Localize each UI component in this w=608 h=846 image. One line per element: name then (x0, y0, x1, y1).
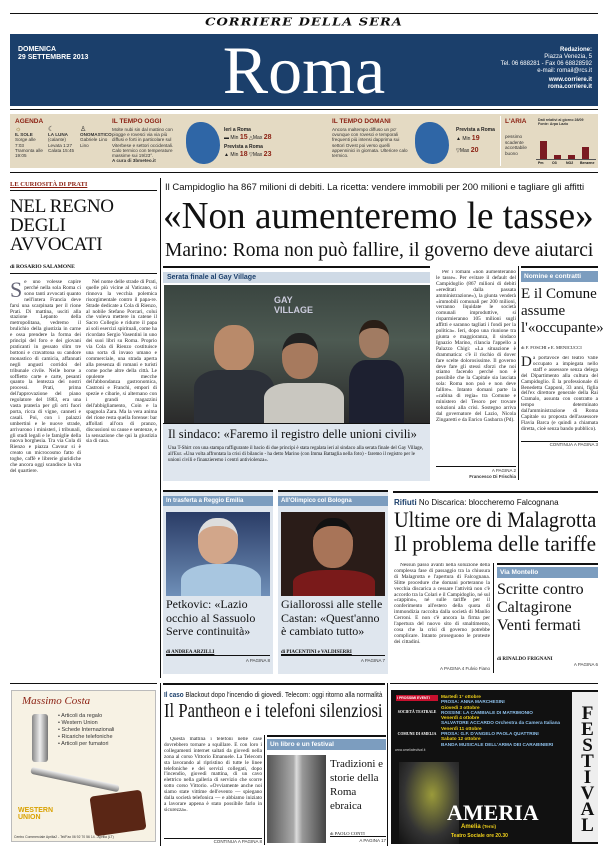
max-label: Max (459, 148, 470, 154)
side-article (521, 266, 604, 447)
photo-caption-text: Una T-Shirt con una stampa raffigurante il bacio di due principi è stata regalata ieri al sindaco alla serata finale del Gay Village, all'Eur. «Una volta affrontata la crisi di bilancio - ha detto Marino (con Imma Battaglia nella foto) - faremo il registro per le unioni civili e finanzieremo i centri antiviolenza». (168, 446, 424, 463)
waste-headline-2: Il problema delle tariffe (394, 531, 597, 556)
page-reference[interactable]: A PAGINA 7 (360, 658, 385, 663)
sport2-label: All'Olimpico col Bologna (278, 496, 388, 506)
side-byline: di F. FOSCHI e E. MENICUCCI (521, 345, 582, 350)
city: Amelia (461, 824, 481, 830)
tomorrow-min: 19 (471, 135, 480, 142)
max-label: Max (252, 152, 263, 158)
event-title: PROSA: ANNA MARCHESINI (441, 699, 505, 705)
event-title: SALVATORE ACCARDO Orchestra da Camera Italiana (441, 720, 561, 726)
yesterday-min: 15 (239, 134, 248, 141)
lazio-map-today (186, 122, 220, 164)
drop-cap: D (521, 356, 532, 370)
air-bar-o3 (554, 155, 561, 159)
pantheon-kicker-text: Blackout dopo l'incendio di giovedì. Telecom: oggi ritorno alla normalità (185, 690, 383, 699)
ad-org-2: COMUNE DI AMELIA (397, 732, 437, 736)
newspaper-masthead: CORRIERE DELLA SERA (205, 16, 403, 29)
waste-kicker (394, 498, 598, 507)
web-link[interactable]: www.corriere.it (548, 77, 592, 83)
pantheon-body: Questa mattina i telefoni nelle case dovrebbero tornare a squillare. E con loro i collegamenti internet saltati da giovedì nella zona al corso Vittorio Emanuele. La Telecom sta lavorando al ripristino di tutte le linee telefoniche e dei servizi collegati, dopo l'incendio, giovedì mattina, di un cavo elettrico nella galleria di servizio che scorre sotto corso Vittorio. «Ovviamente anche noi siamo state vittime dell'evento — spiegano dalla società telefonica — e abbiamo iniziato a lavorare appena è stato possibile farlo in sicurezza». (164, 737, 262, 813)
air-bar-no2 (568, 155, 575, 159)
air-bar-label: O3 (552, 161, 557, 165)
page-title: Roma (222, 32, 386, 108)
max-label: Max (252, 135, 263, 141)
min-label: Min (462, 136, 471, 142)
min-label: Min (230, 135, 239, 141)
min-label: Min (230, 152, 239, 158)
level: scadente (505, 139, 524, 145)
ad-item: Schede Internazionali (61, 727, 115, 733)
drop-cap: S (10, 277, 23, 302)
person-icon: ♙ (80, 126, 87, 133)
moon-text: (calante) Levata 1:27 Calata 15:45 (48, 137, 75, 153)
province: (Terni) (482, 824, 497, 829)
name-day-text: Gabriele Lino Lino (80, 137, 108, 148)
main-headline: «Non aumenteremo le tasse» (163, 195, 594, 237)
waste-kicker-text: No Discarica: bloccheremo Falcognana (418, 498, 559, 507)
ad-item: Western Union (61, 720, 98, 726)
continue-link[interactable]: CONTINUA A PAGINA 3 (521, 441, 598, 447)
ad-ameria-festival[interactable] (391, 690, 598, 844)
page-reference[interactable]: A PAGINA 17 (359, 838, 386, 843)
tomorrow-forecast-label: Prevista a Roma (456, 127, 495, 133)
date: 29 SETTEMBRE 2013 (18, 54, 89, 61)
montello-headline: Scritte contro Caltagirone Venti fermati (497, 581, 584, 634)
level: pessimo (505, 134, 523, 139)
weather-credit: A cura di 3bmeteo.it (112, 158, 156, 163)
forecast-max: 23 (263, 151, 272, 158)
event-date: Venerdì 4 ottobre (441, 715, 480, 721)
ad-items: • Articoli da regalo • Western Union • Schede Internazionali • Ricariche telefoniche • Articoli per fumatori (58, 713, 115, 747)
pantheon-headline: Il Pantheon e i telefoni silenziosi (164, 700, 383, 722)
ad-item: Articoli per fumatori (61, 741, 109, 747)
sport-roma (278, 490, 388, 674)
page-reference[interactable]: A PAGINA 4 Fulvio Fiano (440, 666, 490, 671)
ad-website: www.ameliafestival.it (395, 748, 426, 752)
montello-article (497, 563, 598, 667)
sport1-label: In trasferta a Reggio Emilia (163, 496, 273, 506)
event-title: ROSSINI: LA CAMBIALE DI MATRIMONIO (441, 709, 533, 715)
level: buono (505, 150, 518, 156)
yesterday-label: Ieri a Roma (224, 127, 251, 133)
yesterday-max: 28 (263, 134, 272, 141)
event-date: Giovedì 3 ottobre (441, 704, 480, 710)
continue-link[interactable]: CONTINUA A PAGINA 8 (164, 838, 262, 844)
left-column-1: e uno volesse capire perché nella sola Roma ci sono tanti avvocati quanto nell'intera Francia deve farsi una scarpinata per il rione Prati. Di mattina, usciti alla stazione Lepanto della metropolitana, vedremo il brulichio della giustizia in carne e ossa prendere la forma dei principi del foro e dei giovani praticanti in gessato slim tre bottoni e cravattona su candore monastico di camicia, affannati negli angusti corridoi del tribunale civile. Nelle borse a soffietto carte e carte, pesanti quanto la lentezza dei nostri processi. Prati, prima dell'approvazione del piano regolatore del 1883, era una vasta prateria per gli orti fuori porta, ricca di vigne, canneti e casali. Poi, con i palazzi umbertini e le nuove strade, arrivarono i ministeri, i tribunali, gli studi legali e le famiglie della nuova borghesia. Tra via Cola di Rienzo e piazza Cavour si è creato un microcosmo fatto di toghe, caffè e librerie giuridiche che ancora oggi scandisce la vita del quartiere. (10, 279, 81, 474)
waste-headline (394, 508, 598, 556)
event-date: Martedì 1° ottobre (441, 694, 481, 699)
sun-icon: ☼ (15, 126, 22, 133)
moon-label: LA LUNA (48, 132, 68, 138)
book-byline: di PAOLO CONTI (330, 831, 386, 837)
level: accettabile (505, 145, 527, 150)
header-band (10, 34, 598, 106)
photo-sign: GAY VILLAGE (274, 295, 314, 315)
ad-venue: Teatro Sociale ore 20.30 (451, 833, 508, 839)
weather-tomorrow-text: Ancora maltempo diffuso un po' ovunque con rovesci e temporali frequenti più intensi dapprima sui settori Ovest poi verso quelli appenninici in giornata. Ulteriore calo termico. (332, 127, 408, 159)
ad-item: Articoli da regalo (61, 713, 103, 719)
sun-label: IL SOLE (15, 132, 33, 138)
event-date: Sabato 12 ottobre (441, 736, 481, 742)
book-article (267, 735, 386, 843)
waste-body: Nessun passo avanti nella soluzione della complessa fase di passaggio tra la chiusura di Malagrotta e l'apertura di Falcognana. Slitte procedure che domani porteranno la vecchia discarica a cessare l'attività non c'è accordo tra la Colari e il Campidoglio, né sul «cappino», né sulle tariffe per il conferimento all'estero della quota di immondizia raccolta dalla società di Manlio Cerroni. E non c'è ancora la firma per l'apertura del nuovo sito di smaltimento, cosa che la crisi di governo potrebbe complicare. Intanto proseguono le proteste dei cittadini. (394, 563, 490, 645)
festival-vertical-text: FESTIVAL (572, 692, 598, 842)
petkovic-photo (166, 512, 270, 596)
western-union-logo: WESTERN UNION (18, 807, 53, 821)
ad-org-1: SOCIETÀ TEATRALE (397, 710, 437, 714)
moon-icon: ☾ (48, 126, 55, 133)
gay-village-photo (164, 285, 430, 423)
sport2-byline: di PIACENTINI e VALDISERRI (281, 650, 385, 656)
forecast-label: Prevista a Roma (224, 144, 263, 150)
montello-label: Via Montello (497, 567, 598, 578)
ghetto-street-photo (267, 755, 326, 843)
air-bar-label: NO2 (566, 161, 574, 165)
sport1-headline: Petkovic: «Lazio occhio al Sassuolo Serve continuità» (166, 597, 256, 638)
photo-label: Serata finale al Gay Village (163, 272, 430, 283)
name-day-label: ONOMASTICO (80, 132, 112, 138)
sport1-byline: di ANDREA ARZILLI (166, 650, 270, 656)
left-byline: di ROSARIO SALAMONE (10, 264, 75, 270)
ad-location (461, 824, 496, 830)
festival-name: AMERIA (447, 800, 539, 825)
ad-massimo-costa[interactable] (11, 690, 156, 842)
web-link-roma[interactable]: roma.corriere.it (547, 84, 592, 90)
day: DOMENICA (18, 46, 57, 53)
page-reference[interactable]: A PAGINA 6 (573, 662, 598, 667)
waste-headline-1: Ultime ore di Malagrotta (394, 507, 597, 532)
address: Piazza Venezia, 5 (544, 54, 592, 60)
montello-byline: di RINALDO FRIGNANI (497, 657, 553, 662)
weather-tomorrow-title: IL TEMPO DOMANI (332, 118, 391, 125)
air-quality-chart (536, 134, 596, 165)
pen-icon (30, 767, 119, 793)
ad-footer: Centro Commerciale Aprilia2 - Tel/Fax 06 92 70 56 14 - Aprilia (LT) (14, 835, 114, 839)
sport2-headline: Giallorossi alle stelle Castan: «Quest'anno è cambiato tutto» (281, 597, 383, 638)
side-headline: E il Comune assume l'«occupante» (521, 286, 604, 336)
air-levels (505, 134, 527, 156)
book-headline: Tradizioni e storie della Roma ebraica (330, 758, 384, 812)
air-quality-title: L'ARIA (505, 118, 527, 125)
agenda-title: AGENDA (15, 118, 44, 125)
notebook-icon (89, 790, 146, 837)
sun-text: Sorge alle 7:03 Tramonta alle 19:05 (15, 137, 43, 159)
ad-brand: Massimo Costa (22, 695, 91, 707)
sport-lazio (163, 490, 273, 674)
page-reference[interactable]: A PAGINA 2 (491, 468, 516, 473)
forecast-min: 18 (239, 151, 248, 158)
tomorrow-max: 20 (470, 147, 479, 154)
air-bar-benzene (582, 147, 589, 159)
phone: Tel. 06 688281 - Fax 06 68828592 (500, 61, 592, 67)
side-label: Nomine e contratti (521, 271, 598, 282)
side-body: a portavoce del teatro Valle occupato a impiegata nello staff e assessore senza delega del Dipartimento alla cultura del Campidoglio. È la professionale di Benedetta Capponi, 33 anni, figlia dell'ex direttore generale della Rai Cramalo, assunta con contratto a tempo determinato dall'amministrazione di Roma Capitale su proposta dell'assessore Flavia Barca (e quindi a chiamata diretta, cioè senza bando pubblico). (521, 356, 598, 432)
left-column-2: Nel nome delle strade di Prati, quelle più vicine al Vaticano, si rinnova la vecchia polemica risorgimentale contro il papa-re. Strade dedicate a Cola di Rienzo, al nobile Stefano Porcari, colui che voleva mettere in catene il Sacro Collegio e ridurre il papa ai soli esercizi spirituali, come ha ricordato Sergio Vasentini in uno dei suoi libri su Roma. Proprio via Cola di Rienzo costituisce una sorta di invaso umano e commerciale, una strada aperta alla presenza di romani e turisti come poche altre della città. Le opulente mecche dell'abbondanza gastronomica, Castroni e Franchi, empori di spezie e cibarie, si alternano con i grandi magazzini dell'abbigliamento, Coin e la spagnola Zara. Ma la vera anima del rione resta quella forense: bar affollati all'ora di pranzo, discussioni su cause e sentenze, e la sensazione che qui la giustizia sia di casa. (86, 279, 157, 445)
air-bar-label: Benzene (580, 161, 595, 165)
waste-kicker-label: Rifiuti (394, 498, 417, 507)
photo-box (163, 272, 430, 283)
main-kicker: Il Campidoglio ha 867 milioni di debiti. La ricetta: vendere immobili per 200 milioni e tagliare gli affitti (165, 182, 585, 193)
weather-today-text: Molte nubi sin dal mattino con piogge e rovesci via via più diffusi e forti in particolare sul Viterbese e settori occidentali. Calo termico con temperature massime sui 19/23°. (112, 127, 174, 159)
page-reference[interactable]: A PAGINA 8 (245, 658, 270, 663)
contact-info (501, 47, 592, 91)
left-kicker: LE CURIOSITÀ DI PRATI (10, 181, 88, 188)
author: Francesco Di Frischia (469, 474, 516, 479)
contact-label: Redazione: (559, 47, 592, 53)
lazio-map-tomorrow (415, 122, 449, 164)
book-label: Un libro e un festival (267, 739, 386, 750)
email-link[interactable]: e-mail: romail@rcs.it (537, 68, 592, 74)
event-title: PROSA: G.F. D'ANGELO PAOLA QUATTRINI (441, 731, 539, 737)
castan-photo (281, 512, 385, 596)
pantheon-kicker (164, 690, 383, 699)
ad-tag: I PROSSIMI EVENTI (396, 695, 438, 701)
air-bar-label: Pm (538, 161, 544, 165)
left-headline: NEL REGNO DEGLI AVVOCATI (10, 196, 114, 255)
weather-today-title: IL TEMPO OGGI (112, 118, 162, 125)
main-article-body: Per i romani «non aumenteranno le tasse». Per evitare il default del Campidoglio (867 milioni di debiti «ereditati dalla passata amministrazione»), la giunta venderà «immobili comunali per 200 milioni, verranno liquidate le società comunali improduttive, si risparmieranno 105 milioni sugli affitti e saranno tagliati i fondi per la politica». Ieri, dopo una riunione tra giunta e maggioranza, il sindaco Ignazio Marino, rilancia l'appello a Palazzo Chigi: «La situazione è drammatica: c'è il rischio di dover fare scelte dolorosissime. Il governo deve fare gli stessi sforzi che noi stiamo facendo perché non è possibile che la Capitale sia lasciata sola: Roma non può e non deve fallire». Intanto domani parte la «cabina di regia» tra Comune e ministero del Tesoro per trovare soluzioni alla crisi. Sostegno arriva dal governatore del Lazio, Nicola Zingaretti e da Enrico Gasbarra (Pd). (436, 270, 516, 423)
event-list (441, 694, 561, 747)
air-bar-pm (540, 141, 547, 159)
event-title: BANDA MUSICALE DELL'ARMA DEI CARABINIERI (441, 741, 554, 747)
weather-strip: AGENDA ☼ IL SOLE Sorge alle 7:03 Tramonta alle 19:05 ☾ LA LUNA (calante) Levata 1:27 Calata 15:45 ♙ ONOMASTICO Gabriele Lino Lino IL TEMPO OGGI Molte nubi sin dal mattino con piogge e rovesci via via più diffusi e forti in particolare sul Viterbese e settori occidentali. Calo termico con temperature massime sui 19/23°. A cura di 3bmeteo.it Ieri a Roma ▬ Min 15 △Max 28 Prevista a Roma ▲ Min 18 ▽Max 23 IL TEMPO DOMANI Ancora maltempo diffuso un po' ovunque con rovesci e temporali frequenti più intensi dapprima sui settori Ovest poi verso quelli appenninici in giornata. Ulteriore calo termico. Prevista a Roma ▲ Min 19 ▽Max 20 L'ARIA Dati relativi al giorno 28/09 Fonte: Arpa Lazio pessimo scadente accettabile buono Pm O3 NO2 Benzene (10, 114, 598, 168)
photo-caption-headline: Il sindaco: «Faremo il registro delle unioni civili» (168, 427, 417, 441)
event-date: Venerdì 11 ottobre (441, 725, 482, 731)
left-article (10, 181, 157, 475)
air-legend: Dati relativi al giorno 28/09 Fonte: Arpa Lazio (538, 118, 584, 126)
ad-item: Ricariche telefoniche (61, 734, 113, 740)
main-subhead: Marino: Roma non può fallire, il governo deve aiutarci (165, 240, 594, 261)
pantheon-kicker-label: Il caso (164, 690, 184, 699)
